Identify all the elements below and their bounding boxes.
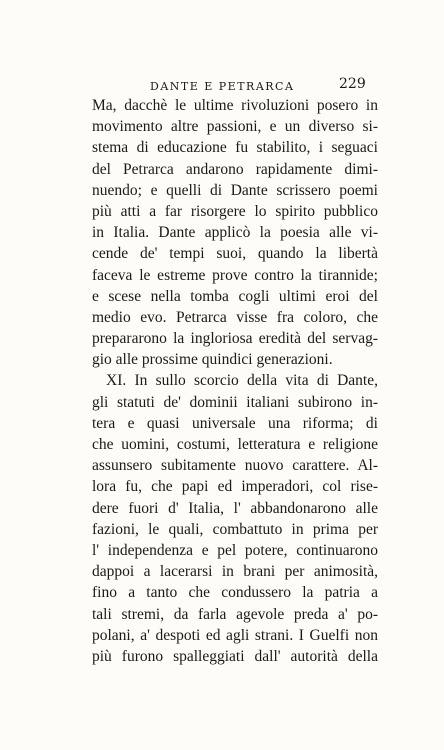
text-line: dappoi a lacerarsi in brani per animosità, bbox=[92, 563, 378, 581]
text-line: cende de' tempi suoi, quando la libertà bbox=[92, 245, 378, 263]
text-line: fino a tanto che condussero la patria a bbox=[92, 584, 378, 602]
text-line: lora fu, che papi ed imperadori, col rise- bbox=[92, 478, 378, 496]
text-line: gli statuti de' dominii italiani subirono in- bbox=[92, 393, 378, 411]
text-line: fazioni, le quali, combattuto in prima per bbox=[92, 520, 378, 538]
text-line: polani, a' despoti ed agli strani. I Guelfi non bbox=[92, 626, 378, 644]
text-line: e scese nella tomba cogli ultimi eroi del bbox=[92, 287, 378, 305]
text-line: movimento altre passioni, e un diverso si- bbox=[92, 118, 378, 136]
text-line: dere fuori d' Italia, l' abbandonarono alle bbox=[92, 499, 378, 517]
text-line: Ma, dacchè le ultime rivoluzioni posero in bbox=[92, 97, 378, 114]
text-line: in Italia. Dante applicò la poesia alle vi- bbox=[92, 224, 378, 242]
text-line: assunsero subitamente nuovo carattere. Al- bbox=[92, 457, 378, 475]
section-start-line: XI. In sullo scorcio della vita di Dante, bbox=[106, 372, 378, 390]
body-text bbox=[92, 95, 378, 667]
text-line: nuendo; e quelli di Dante scrissero poemi bbox=[92, 181, 378, 199]
running-title: DANTE E PETRARCA bbox=[150, 80, 295, 93]
text-line: più atti a far risorgere lo spirito pubblico bbox=[92, 202, 378, 220]
text-line: medio evo. Petrarca visse fra coloro, che bbox=[92, 308, 378, 326]
text-line: l' independenza e pel potere, continuarono bbox=[92, 541, 378, 559]
text-line: tali stremi, da farla agevole preda a' po- bbox=[92, 605, 378, 623]
text-line: prepararono la ingloriosa eredità del servag- bbox=[92, 330, 378, 348]
text-line: stema di educazione fu stabilito, i seguaci bbox=[92, 139, 378, 157]
text-line: più furono spalleggiati dall' autorità della bbox=[92, 647, 378, 665]
text-line: faceva le estreme prove contro la tirannide; bbox=[92, 266, 378, 284]
text-line: tera e quasi universale una riforma; di bbox=[92, 414, 378, 432]
text-line: che uomini, costumi, letteratura e religione bbox=[92, 436, 378, 453]
text-line: gio alle prossime quindici generazioni. bbox=[92, 351, 333, 369]
page-number: 229 bbox=[339, 76, 366, 92]
text-line: del Petrarca andarono rapidamente dimi- bbox=[92, 160, 378, 178]
